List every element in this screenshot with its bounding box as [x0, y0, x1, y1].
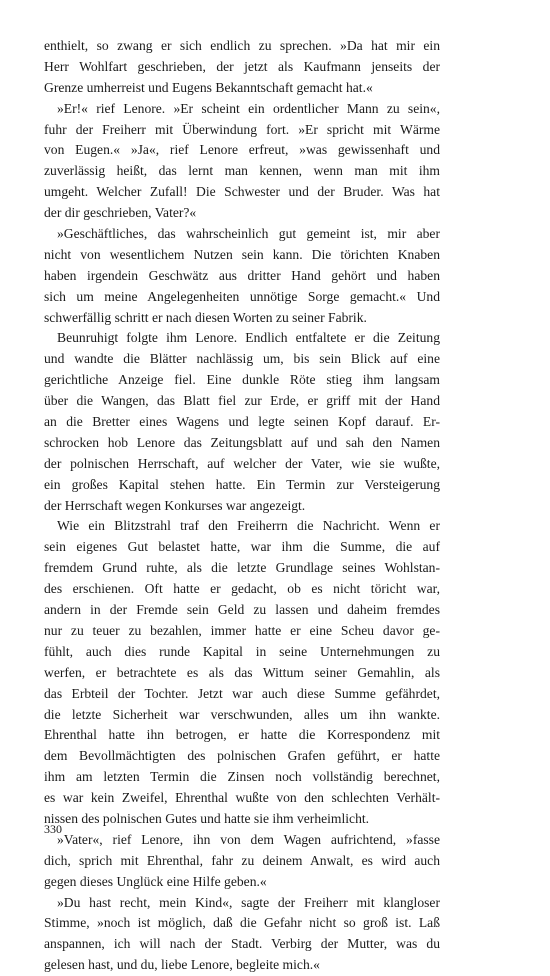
- text-line: schwerfällig schritt er nach diesen Worten zu seiner Fabrik.: [44, 309, 367, 325]
- page-body: [44, 36, 440, 976]
- text-line: an die Bretter eines Wagens und legte seinen Kopf darauf. Er-: [44, 414, 440, 430]
- text-line: es war kein Zweifel, Ehrenthal wußte von den schlechten Verhält-: [44, 790, 440, 806]
- text-line: sich um meine Angelegenheiten unnötige Sorge gemacht.« Und: [44, 288, 440, 304]
- text-line: ein großes Kapital stehen hatte. Ein Termin zur Versteigerung: [44, 476, 440, 492]
- text-line: der dir geschrieben, Vater?«: [44, 205, 197, 221]
- text-line: nur zu teuer zu bezahlen, immer hatte er eine Scheu davor ge-: [44, 622, 440, 638]
- text-line: anspannen, ich will nach der Stadt. Verbirg der Mutter, was du: [44, 936, 440, 952]
- text-line: enthielt, so zwang er sich endlich zu sprechen. »Da hat mir ein: [44, 38, 440, 53]
- text-line: »Er!« rief Lenore. »Er scheint ein ordentlicher Mann zu sein«,: [57, 100, 440, 116]
- text-line: andern in der Fremde sein Geld zu lassen und daheim fremdes: [44, 602, 440, 618]
- text-line: Wie ein Blitzstrahl traf den Freiherrn die Nachricht. Wenn er: [57, 518, 440, 534]
- text-line: ihm am letzten Termin die Zinsen noch vollständig berechnet,: [44, 769, 440, 785]
- text-line: »Geschäftliches, das wahrscheinlich gut gemeint ist, mir aber: [57, 226, 440, 242]
- text-line: »Vater«, rief Lenore, ihn von dem Wagen aufrichtend, »fasse: [57, 831, 440, 847]
- text-line: dem Bevollmächtigten des polnischen Grafen geführt, er hatte: [44, 748, 440, 764]
- text-line: Beunruhigt folgte ihm Lenore. Endlich entfaltete er die Zeitung: [57, 330, 440, 346]
- text-line: fühlt, auch dies runde Kapital in seine Unternehmungen zu: [44, 643, 440, 659]
- text-line: von Eugen.« »Ja«, rief Lenore erfreut, »was gewissenhaft und: [44, 142, 440, 158]
- text-line: das Erbteil der Tochter. Jetzt war auch diese Summe gefährdet,: [44, 685, 440, 701]
- text-line: schrocken hob Lenore das Zeitungsblatt auf und sah den Namen: [44, 434, 440, 450]
- text-line: haben irgendein Geschwätz aus dritter Hand gehört und haben: [44, 267, 440, 283]
- text-line: werfen, er betrachtete es als das Wittum seiner Gemahlin, als: [44, 664, 440, 680]
- text-line: umgeht. Welcher Zufall! Die Schwester und der Bruder. Was hat: [44, 184, 440, 200]
- text-line: sein eigenes Gut belastet hatte, war ihm die Summe, die auf: [44, 539, 440, 555]
- text-line: gerichtliche Anzeige fiel. Eine dunkle Röte stieg ihm langsam: [44, 372, 440, 388]
- text-line: nissen des polnischen Gutes und hatte sie ihm verheimlicht.: [44, 810, 370, 826]
- text-line: Herr Wohlfart geschrieben, der jetzt als Kaufmann jenseits der: [44, 58, 440, 74]
- text-line: Grenze umherreist und Eugens Bekanntschaft gemacht hat.«: [44, 79, 373, 95]
- text-line: gelesen hast, und du, liebe Lenore, begleite mich.«: [44, 957, 320, 973]
- text-line: der polnischen Herrschaft, auf welcher der Vater, wie sie wußte,: [44, 455, 440, 471]
- text-line: nicht von wesentlichem Nutzen sein kann. Die törichten Knaben: [44, 246, 440, 262]
- text-line: Stimme, »noch ist möglich, daß die Gefahr nicht so groß ist. Laß: [44, 915, 440, 931]
- text-line: und wandte die Blätter nachlässig um, bis sein Blick auf eine: [44, 351, 440, 367]
- text-line: zuverlässig heißt, das lernt man kennen, wenn man mit ihm: [44, 163, 440, 179]
- text-line: gegen dieses Unglück eine Hilfe geben.«: [44, 873, 267, 889]
- text-line: über die Wangen, das Blatt fiel zur Erde, er griff mit der Hand: [44, 393, 440, 409]
- page-number: 330: [44, 822, 62, 836]
- text-line: Ehrenthal hatte ihn betrogen, er hatte die Korrespondenz mit: [44, 727, 440, 743]
- text-line: »Du hast recht, mein Kind«, sagte der Freiherr mit klangloser: [57, 894, 440, 910]
- text-line: dich, sprich mit Ehrenthal, fahr zu deinem Anwalt, es wird auch: [44, 852, 440, 868]
- text-line: fremdem Grund ruhte, als die letzte Grundlage seines Wohlstan-: [44, 560, 440, 576]
- text-line: die letzte Sicherheit war verschwunden, alles um ihn wankte.: [44, 706, 440, 722]
- text-line: des erschienen. Oft hatte er gedacht, ob es nicht töricht war,: [44, 581, 440, 597]
- text-line: fuhr der Freiherr mit Überwindung fort. »Er spricht mit Wärme: [44, 121, 440, 137]
- text-line: der Herrschaft wegen Konkurses war angezeigt.: [44, 497, 306, 513]
